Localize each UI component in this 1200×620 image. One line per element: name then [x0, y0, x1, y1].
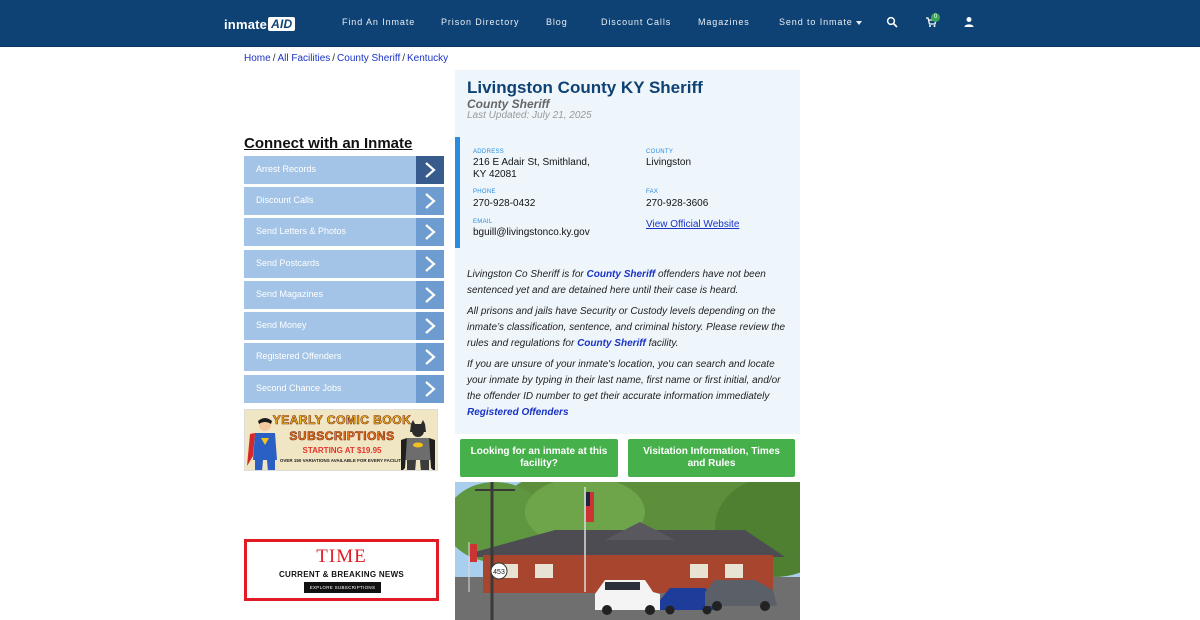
explore-subscriptions-button[interactable]: EXPLORE SUBSCRIPTIONS — [304, 582, 381, 593]
nav-send-to-inmate[interactable] — [779, 17, 862, 27]
facility-type: County Sheriff — [467, 97, 550, 111]
sidebar-item-registered-offenders[interactable] — [244, 343, 444, 371]
last-updated: Last Updated: July 21, 2025 — [467, 110, 592, 121]
description-paragraph-2: All prisons and jails have Security or Custody levels depending on the inmate’s classification, sentence, and criminal history. Please review the rules and regulations for County Sheriff facility. — [467, 306, 786, 349]
sidebar-item-label: Send Magazines — [256, 289, 324, 299]
sidebar-item-label: Discount Calls — [256, 195, 314, 205]
sidebar-item-send-magazines[interactable] — [244, 281, 444, 309]
registered-offenders-link[interactable]: Registered Offenders — [467, 407, 569, 418]
chevron-right-icon — [416, 312, 444, 340]
sidebar-item-label: Send Money — [256, 320, 307, 330]
facility-photo — [455, 482, 800, 620]
sidebar-item-label: Send Letters & Photos — [256, 226, 347, 236]
logo-text: inmate — [224, 16, 268, 32]
address-label: ADDRESS — [473, 149, 505, 155]
email-value: bguill@livingstonco.ky.gov — [473, 227, 590, 238]
find-inmate-button[interactable]: Looking for an inmate at this facility? — [460, 439, 618, 477]
contact-info-accent-bar — [455, 137, 460, 248]
sidebar-item-second-chance-jobs[interactable] — [244, 375, 444, 403]
sidebar-item-send-postcards[interactable] — [244, 250, 444, 278]
top-navbar — [0, 0, 1200, 47]
nav-blog[interactable]: Blog — [546, 17, 568, 27]
address-line1: 216 E Adair St, Smithland, — [473, 157, 590, 168]
fax-value: 270-928-3606 — [646, 198, 709, 209]
phone-label: PHONE — [473, 189, 496, 195]
chevron-right-icon — [416, 343, 444, 371]
visitation-info-button[interactable]: Visitation Information, Times and Rules — [628, 439, 795, 477]
county-sheriff-link[interactable]: County Sheriff — [586, 269, 656, 280]
phone-value: 270-928-0432 — [473, 198, 536, 209]
nav-find-inmate[interactable]: Find An Inmate — [342, 17, 416, 27]
description-paragraph-1: Livingston Co Sheriff is for County Sheriff offenders have not been sentenced yet and are detained here until their case is heard. — [467, 269, 766, 296]
nav-discount-calls[interactable]: Discount Calls — [601, 17, 672, 27]
county-label: COUNTY — [646, 149, 674, 155]
breadcrumb-kentucky[interactable]: Kentucky — [407, 53, 449, 64]
nav-prison-directory[interactable]: Prison Directory — [441, 17, 520, 27]
chevron-right-icon — [416, 281, 444, 309]
description-paragraph-3: If you are unsure of your inmate's location, you can search and locate your inmate by typing in their last name, first name or first initial, and/or the offender ID number to get their accurate information immediately Registered Offenders — [467, 359, 781, 418]
sidebar-item-label: Registered Offenders — [256, 351, 342, 361]
logo-aid-text: AID — [268, 17, 295, 31]
chevron-right-icon — [416, 250, 444, 278]
time-logo: TIME — [316, 546, 367, 567]
route-sign-number: 453 — [493, 569, 505, 576]
sidebar-item-send-letters-photos[interactable] — [244, 218, 444, 246]
user-icon[interactable] — [963, 16, 975, 28]
comic-subscription-ad[interactable] — [244, 409, 438, 471]
fax-label: FAX — [646, 189, 659, 195]
facility-title: Livingston County KY Sheriff — [467, 78, 703, 97]
comic-ad-fineprint: OVER 150 VARIATIONS AVAILABLE FOR EVERY FACILITY — [279, 458, 405, 463]
time-magazine-ad[interactable] — [244, 539, 439, 601]
sidebar-item-label: Second Chance Jobs — [256, 383, 342, 393]
sidebar-item-discount-calls[interactable] — [244, 187, 444, 215]
nav-magazines[interactable]: Magazines — [698, 17, 750, 27]
sidebar-item-send-money[interactable] — [244, 312, 444, 340]
breadcrumb: Home / All Facilities / County Sheriff / Kentucky — [244, 53, 449, 64]
chevron-right-icon — [416, 156, 444, 184]
search-icon[interactable] — [886, 16, 898, 28]
cart-count-badge: 0 — [931, 13, 940, 22]
chevron-right-icon — [416, 218, 444, 246]
county-sheriff-link[interactable]: County Sheriff — [577, 338, 646, 349]
breadcrumb-home[interactable]: Home — [244, 53, 271, 64]
time-ad-subtitle: CURRENT & BREAKING NEWS — [278, 570, 405, 579]
comic-ad-price: STARTING AT $19.95 — [302, 446, 382, 455]
comic-ad-line1: YEARLY COMIC BOOK — [272, 413, 412, 427]
breadcrumb-county-sheriff[interactable]: County Sheriff — [337, 53, 401, 64]
inmateaid-logo[interactable] — [224, 15, 295, 33]
chevron-right-icon — [416, 187, 444, 215]
sidebar-item-label: Send Postcards — [256, 258, 320, 268]
nav-send-to-inmate-label: Send to Inmate — [779, 17, 853, 27]
sidebar-item-label: Arrest Records — [256, 164, 317, 174]
breadcrumb-all-facilities[interactable]: All Facilities — [277, 53, 331, 64]
connect-with-inmate-title[interactable]: Connect with an Inmate — [244, 135, 413, 152]
sidebar-item-arrest-records[interactable] — [244, 156, 444, 184]
email-label: EMAIL — [473, 219, 493, 225]
caret-down-icon — [856, 21, 862, 25]
county-value: Livingston — [646, 157, 692, 168]
chevron-right-icon — [416, 375, 444, 403]
address-line2: KY 42081 — [473, 169, 517, 180]
comic-ad-line2: SUBSCRIPTIONS — [289, 429, 395, 443]
official-website-link[interactable]: View Official Website — [646, 219, 740, 230]
